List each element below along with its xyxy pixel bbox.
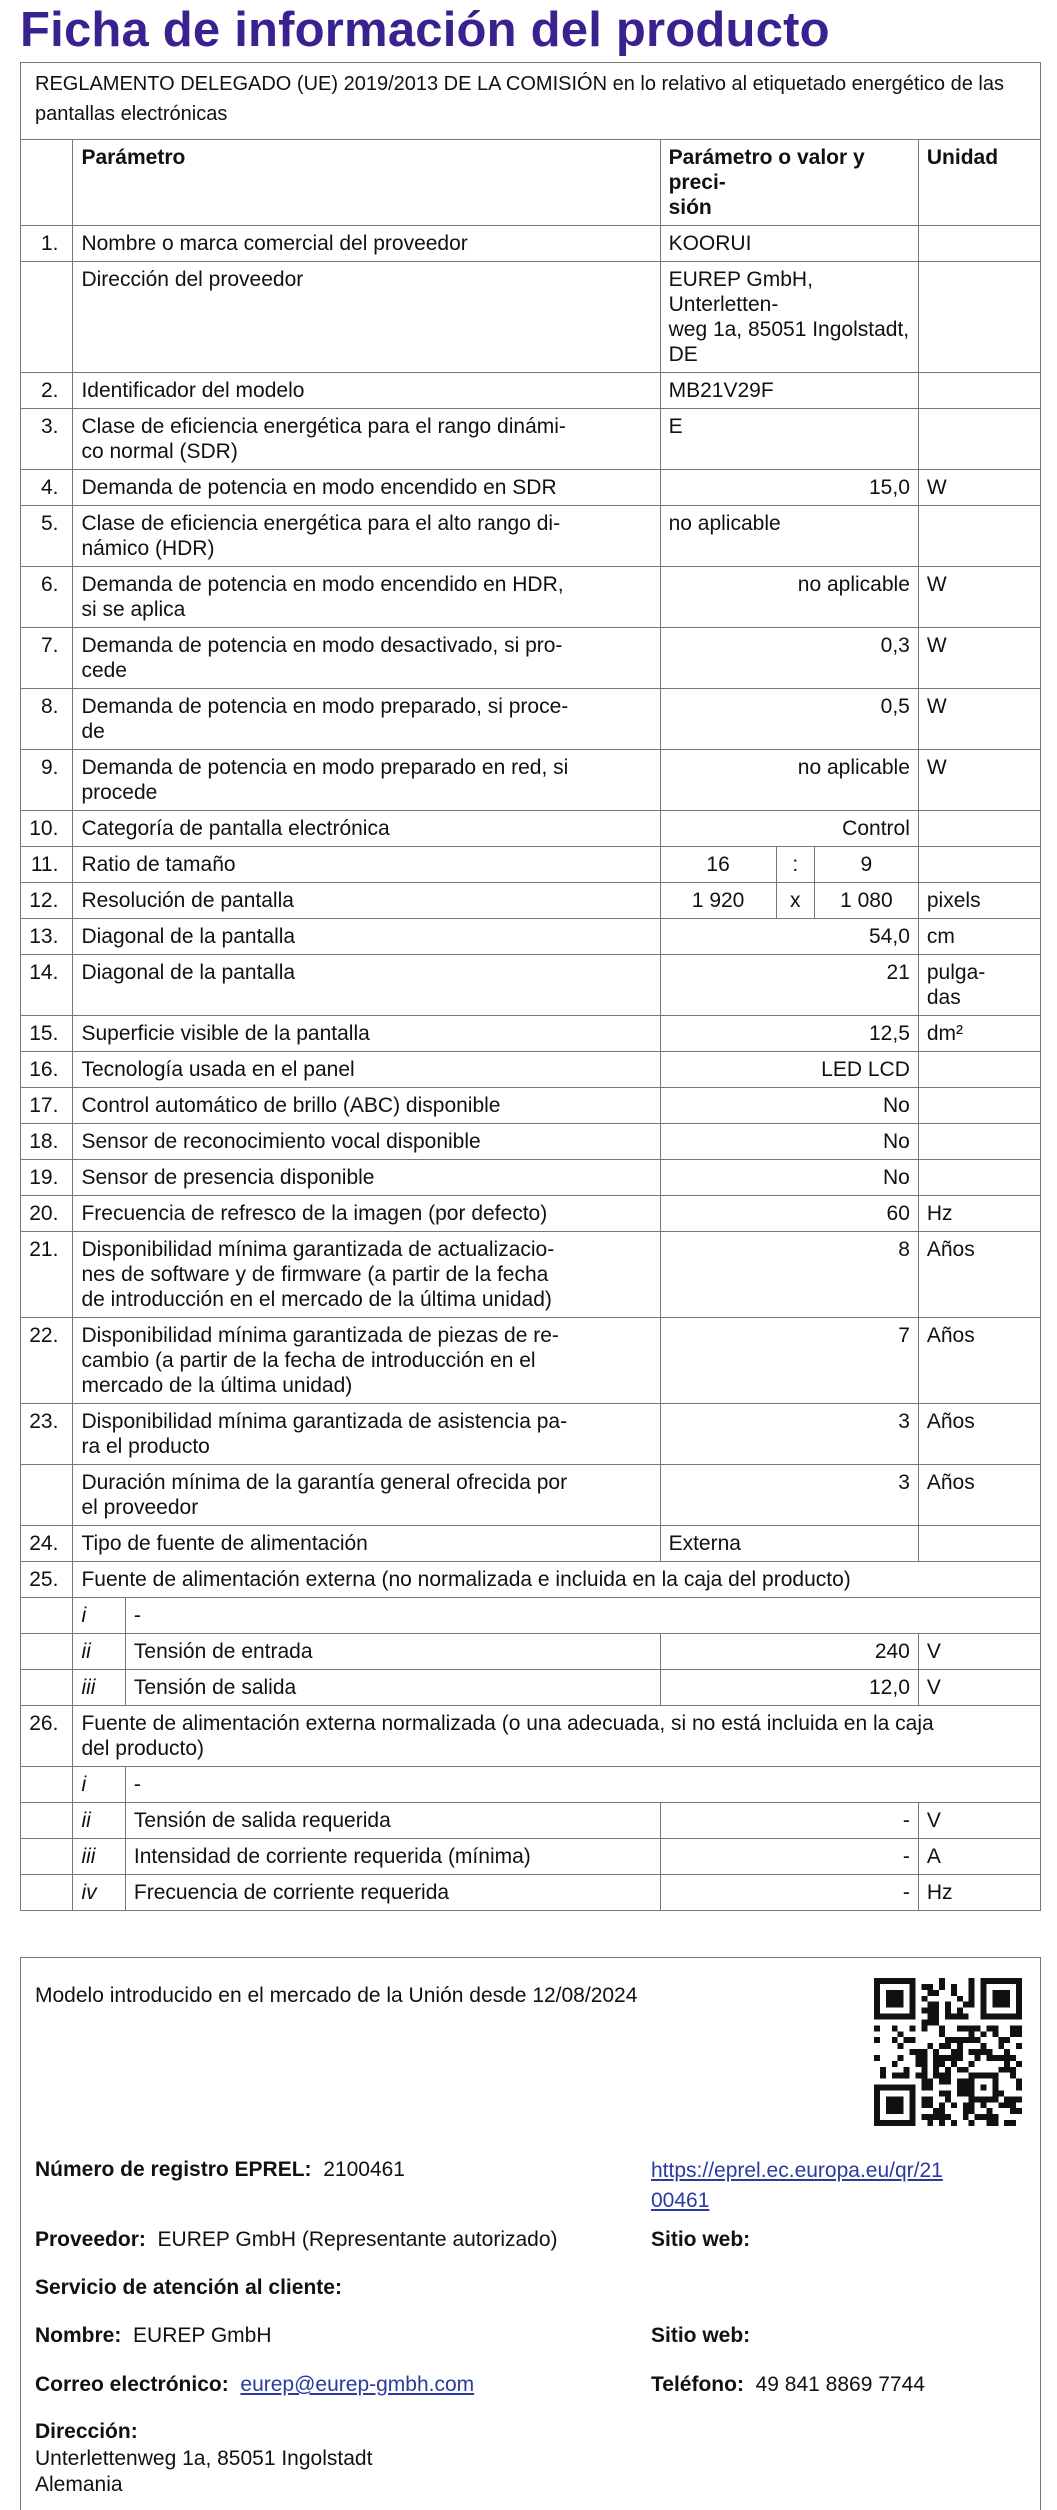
table-row: 3. Clase de eficiencia energética para el rango dinámi- co normal (SDR) E bbox=[21, 409, 1041, 470]
phone-line: Teléfono: 49 841 8869 7744 bbox=[651, 2373, 925, 2396]
table-header bbox=[21, 140, 1041, 226]
email-link[interactable]: eurep@eurep-gmbh.com bbox=[240, 2373, 475, 2396]
table-subrow: iii Tensión de salida 12,0 V bbox=[21, 1670, 1041, 1706]
table-row: 24. Tipo de fuente de alimentación Externa bbox=[21, 1526, 1041, 1562]
table-row: 11. Ratio de tamaño 16 : 9 bbox=[21, 847, 1041, 883]
table-subrow: iii Intensidad de corriente requerida (mínima) - A bbox=[21, 1839, 1041, 1875]
table-row: 6. Demanda de potencia en modo encendido en HDR, si se aplica no aplicable W bbox=[21, 567, 1041, 628]
qr-code-icon[interactable] bbox=[874, 1978, 1022, 2126]
table-row: 7. Demanda de potencia en modo desactivado, si pro- cede 0,3 W bbox=[21, 628, 1041, 689]
table-row: 21. Disponibilidad mínima garantizada de actualizacio- nes de software y de firmware (a partir de la fecha de introducción en el mercado de la última unidad) 8 Años bbox=[21, 1232, 1041, 1318]
col-header-unidad: Unidad bbox=[918, 140, 1040, 226]
table-row: 13. Diagonal de la pantalla 54,0 cm bbox=[21, 919, 1041, 955]
table-row: 2. Identificador del modelo MB21V29F bbox=[21, 373, 1041, 409]
table-row: 23. Disponibilidad mínima garantizada de asistencia pa- ra el producto 3 Años bbox=[21, 1404, 1041, 1465]
address-label: Dirección: bbox=[35, 2420, 138, 2443]
table-row: 19. Sensor de presencia disponible No bbox=[21, 1160, 1041, 1196]
table-row: 16. Tecnología usada en el panel LED LCD bbox=[21, 1052, 1041, 1088]
table-row: 17. Control automático de brillo (ABC) disponible No bbox=[21, 1088, 1041, 1124]
email-line: Correo electrónico: eurep@eurep-gmbh.com bbox=[35, 2373, 475, 2396]
table-row: 15. Superficie visible de la pantalla 12,5 dm² bbox=[21, 1016, 1041, 1052]
table-subrow: ii Tensión de entrada 240 V bbox=[21, 1634, 1041, 1670]
supplier-line: Proveedor: EUREP GmbH (Representante autorizado) bbox=[35, 2228, 558, 2251]
table-subrow: i - bbox=[21, 1767, 1041, 1803]
market-intro-text: Modelo introducido en el mercado de la Unión desde 12/08/2024 bbox=[35, 1984, 638, 2007]
eprel-registration: Número de registro EPREL: 2100461 bbox=[35, 2158, 405, 2181]
table-row: Duración mínima de la garantía general ofrecida por el proveedor 3 Años bbox=[21, 1465, 1041, 1526]
customer-service-heading: Servicio de atención al cliente: bbox=[35, 2276, 342, 2299]
regulation-text: REGLAMENTO DELEGADO (UE) 2019/2013 DE LA COMISIÓN en lo relativo al etiquetado energético de las pantallas electrónicas bbox=[35, 73, 1004, 125]
col-header-valor: Parámetro o valor y preci- sión bbox=[660, 140, 918, 226]
table-row: 10. Categoría de pantalla electrónica Control bbox=[21, 811, 1041, 847]
table-row: 26. Fuente de alimentación externa normalizada (o una adecuada, si no está incluida en la caja del producto) bbox=[21, 1706, 1041, 1767]
table-row: 8. Demanda de potencia en modo preparado, si proce- de 0,5 W bbox=[21, 689, 1041, 750]
table-row: 25. Fuente de alimentación externa (no normalizada e incluida en la caja del producto) bbox=[21, 1562, 1041, 1598]
table-row: 9. Demanda de potencia en modo preparado en red, si procede no aplicable W bbox=[21, 750, 1041, 811]
table-subrow: i - bbox=[21, 1598, 1041, 1634]
regulation-box bbox=[20, 62, 1041, 140]
name-line: Nombre: EUREP GmbH bbox=[35, 2324, 272, 2347]
eprel-link[interactable]: https://eprel.ec.europa.eu/qr/21 00461 bbox=[651, 2159, 943, 2212]
table-row: Dirección del proveedor EUREP GmbH, Unterletten- weg 1a, 85051 Ingolstadt, DE bbox=[21, 262, 1041, 373]
table-row: 14. Diagonal de la pantalla 21 pulga- das bbox=[21, 955, 1041, 1016]
table-subrow: iv Frecuencia de corriente requerida - Hz bbox=[21, 1875, 1041, 1911]
table-row: 18. Sensor de reconocimiento vocal disponible No bbox=[21, 1124, 1041, 1160]
spec-table bbox=[20, 139, 1041, 1911]
col-header-parametro: Parámetro bbox=[73, 140, 660, 226]
table-row: 20. Frecuencia de refresco de la imagen (por defecto) 60 Hz bbox=[21, 1196, 1041, 1232]
table-row: 22. Disponibilidad mínima garantizada de piezas de re- cambio (a partir de la fecha de introducción en el mercado de la última unidad) 7 Años bbox=[21, 1318, 1041, 1404]
website-label-2: Sitio web: bbox=[651, 2324, 751, 2347]
address-text: Unterlettenweg 1a, 85051 Ingolstadt Alemania bbox=[35, 2447, 373, 2496]
table-row: 1. Nombre o marca comercial del proveedor KOORUI bbox=[21, 226, 1041, 262]
website-label-1: Sitio web: bbox=[651, 2228, 751, 2251]
table-row: 12. Resolución de pantalla 1 920 x 1 080 pixels bbox=[21, 883, 1041, 919]
page-title: Ficha de información del producto bbox=[20, 3, 830, 57]
supplier-info-box bbox=[20, 1957, 1041, 2510]
table-row: 5. Clase de eficiencia energética para el alto rango di- námico (HDR) no aplicable bbox=[21, 506, 1041, 567]
table-subrow: ii Tensión de salida requerida - V bbox=[21, 1803, 1041, 1839]
table-row: 4. Demanda de potencia en modo encendido en SDR 15,0 W bbox=[21, 470, 1041, 506]
